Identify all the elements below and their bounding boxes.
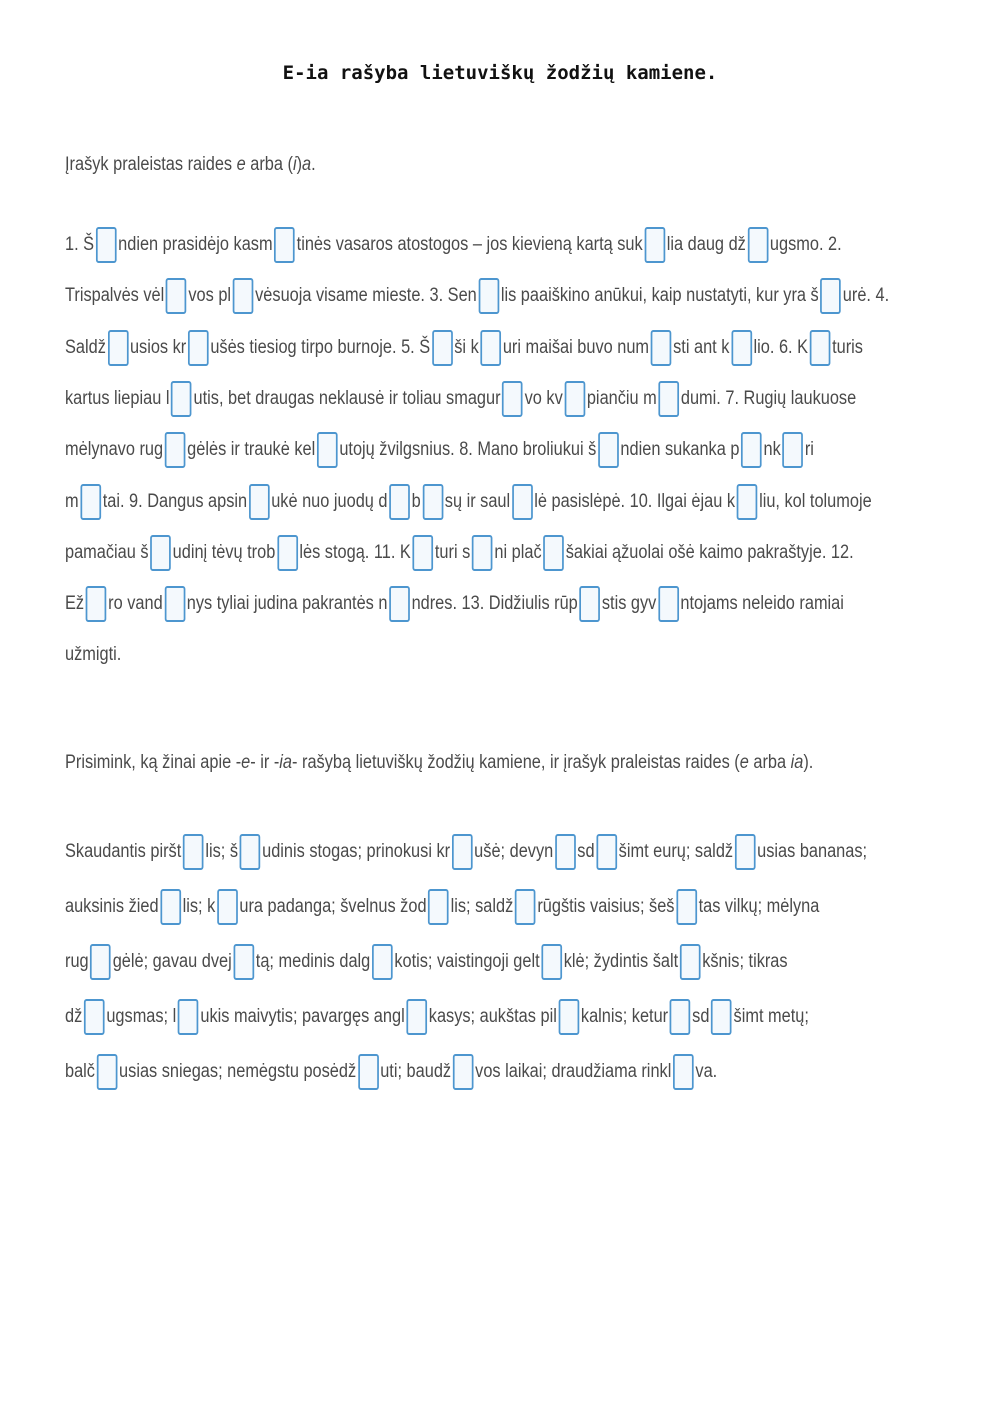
answer-box[interactable] xyxy=(277,535,298,571)
worksheet-title: E-ia rašyba lietuviškų žodžių kamiene. xyxy=(282,62,718,84)
answer-box[interactable] xyxy=(233,944,254,980)
answer-box[interactable] xyxy=(160,889,181,925)
answer-box[interactable] xyxy=(317,432,338,468)
answer-box[interactable] xyxy=(541,944,562,980)
exercise1-line: Trispalvės vėl vos pl vėsuoja visame mieste. 3. Sen lis paaiškino anūkui, kaip nustatyti, kur yra š urė. 4. xyxy=(65,277,889,315)
answer-box[interactable] xyxy=(651,330,672,366)
exercise2-line: auksinis žied lis; k ura padanga; švelnus žod lis; saldž rūgštis vaisius; šeš tas vilkų; mėlyna xyxy=(65,888,819,926)
exercise1-line: Ež ro vand nys tyliai judina pakrantės n ndres. 13. Didžiulis rūp stis gyv ntojams neleido ramiai xyxy=(65,585,844,623)
answer-box[interactable] xyxy=(472,535,493,571)
answer-box[interactable] xyxy=(659,381,680,417)
answer-box[interactable] xyxy=(676,889,697,925)
answer-box[interactable] xyxy=(358,1054,379,1090)
answer-box[interactable] xyxy=(564,381,585,417)
answer-box[interactable] xyxy=(171,381,192,417)
exercise1-line: pamačiau š udinį tėvų trob lės stogą. 11. K turi s ni plač šakiai ąžuolai ošė kaimo pakraštyje. 12. xyxy=(65,534,854,572)
answer-box[interactable] xyxy=(249,484,270,520)
answer-box[interactable] xyxy=(810,330,831,366)
answer-box[interactable] xyxy=(432,330,453,366)
exercise1-line: m tai. 9. Dangus apsin ukė nuo juodų d b sų ir saul lė pasislėpė. 10. Ilgai ėjau k liu, kol tolumoje xyxy=(65,483,872,521)
answer-box[interactable] xyxy=(90,944,111,980)
answer-box[interactable] xyxy=(372,944,393,980)
answer-box[interactable] xyxy=(274,227,295,263)
answer-box[interactable] xyxy=(96,227,117,263)
answer-box[interactable] xyxy=(164,586,185,622)
exercise1-line: užmigti. xyxy=(65,644,122,665)
answer-box[interactable] xyxy=(515,889,536,925)
answer-box[interactable] xyxy=(97,1054,118,1090)
answer-box[interactable] xyxy=(478,278,499,314)
answer-box[interactable] xyxy=(559,999,580,1035)
answer-box[interactable] xyxy=(680,944,701,980)
answer-box[interactable] xyxy=(731,330,752,366)
answer-box[interactable] xyxy=(452,834,473,870)
answer-box[interactable] xyxy=(480,330,501,366)
answer-box[interactable] xyxy=(150,535,171,571)
answer-box[interactable] xyxy=(108,330,129,366)
answer-box[interactable] xyxy=(644,227,665,263)
answer-box[interactable] xyxy=(598,432,619,468)
answer-box[interactable] xyxy=(413,535,434,571)
exercise1-line: mėlynavo rug gėlės ir traukė kel utojų žvilgsnius. 8. Mano broliukui š ndien sukanka p nk ri xyxy=(65,431,814,469)
answer-box[interactable] xyxy=(84,999,105,1035)
answer-box[interactable] xyxy=(673,1054,694,1090)
answer-box[interactable] xyxy=(86,586,107,622)
answer-box[interactable] xyxy=(166,278,187,314)
answer-box[interactable] xyxy=(183,834,204,870)
exercise2-line: balč usias sniegas; nemėgstu posėdž uti; baudž vos laikai; draudžiama rinkl va. xyxy=(65,1053,717,1091)
answer-box[interactable] xyxy=(80,484,101,520)
answer-box[interactable] xyxy=(233,278,254,314)
answer-box[interactable] xyxy=(165,432,186,468)
answer-box[interactable] xyxy=(512,484,533,520)
answer-box[interactable] xyxy=(543,535,564,571)
exercise1-line: kartus liepiau l utis, bet draugas neklausė ir toliau smagur vo kv piančiu m dumi. 7. Rugių laukuose xyxy=(65,380,856,418)
exercise1-line: 1. Š ndien prasidėjo kasm tinės vasaros atostogos – jos kievieną kartą suk lia daug dž ugsmo. 2. xyxy=(65,226,842,264)
answer-box[interactable] xyxy=(217,889,238,925)
answer-box[interactable] xyxy=(748,227,769,263)
instruction-2: Prisimink, ką žinai apie -e- ir -ia- rašybą lietuviškų žodžių kamiene, ir įrašyk praleistas raides (e arba ia). xyxy=(65,752,814,773)
answer-box[interactable] xyxy=(389,586,410,622)
answer-box[interactable] xyxy=(658,586,679,622)
answer-box[interactable] xyxy=(741,432,762,468)
answer-box[interactable] xyxy=(422,484,443,520)
answer-box[interactable] xyxy=(596,834,617,870)
exercise2-line: dž ugsmas; l ukis maivytis; pavargęs angl kasys; aukštas pil kalnis; ketur sd šimt metų; xyxy=(65,998,809,1036)
answer-box[interactable] xyxy=(555,834,576,870)
answer-box[interactable] xyxy=(188,330,209,366)
answer-box[interactable] xyxy=(670,999,691,1035)
answer-box[interactable] xyxy=(406,999,427,1035)
answer-box[interactable] xyxy=(820,278,841,314)
answer-box[interactable] xyxy=(579,586,600,622)
answer-box[interactable] xyxy=(502,381,523,417)
exercise2-line: rug gėlė; gavau dvej tą; medinis dalg kotis; vaistingoji gelt klė; žydintis šalt kšnis; tikras xyxy=(65,943,788,981)
answer-box[interactable] xyxy=(453,1054,474,1090)
instruction-1: Įrašyk praleistas raides e arba (i)a. xyxy=(65,154,316,175)
answer-box[interactable] xyxy=(240,834,261,870)
answer-box[interactable] xyxy=(783,432,804,468)
answer-box[interactable] xyxy=(737,484,758,520)
exercise2-line: Skaudantis piršt lis; š udinis stogas; prinokusi kr ušė; devyn sd šimt eurų; saldž usias bananas; xyxy=(65,833,867,871)
answer-box[interactable] xyxy=(711,999,732,1035)
exercise1-line: Saldž usios kr ušės tiesiog tirpo burnoje. 5. Š ši k uri maišai buvo num sti ant k lio. 6. K turis xyxy=(65,329,863,367)
answer-box[interactable] xyxy=(735,834,756,870)
answer-box[interactable] xyxy=(389,484,410,520)
answer-box[interactable] xyxy=(178,999,199,1035)
answer-box[interactable] xyxy=(428,889,449,925)
